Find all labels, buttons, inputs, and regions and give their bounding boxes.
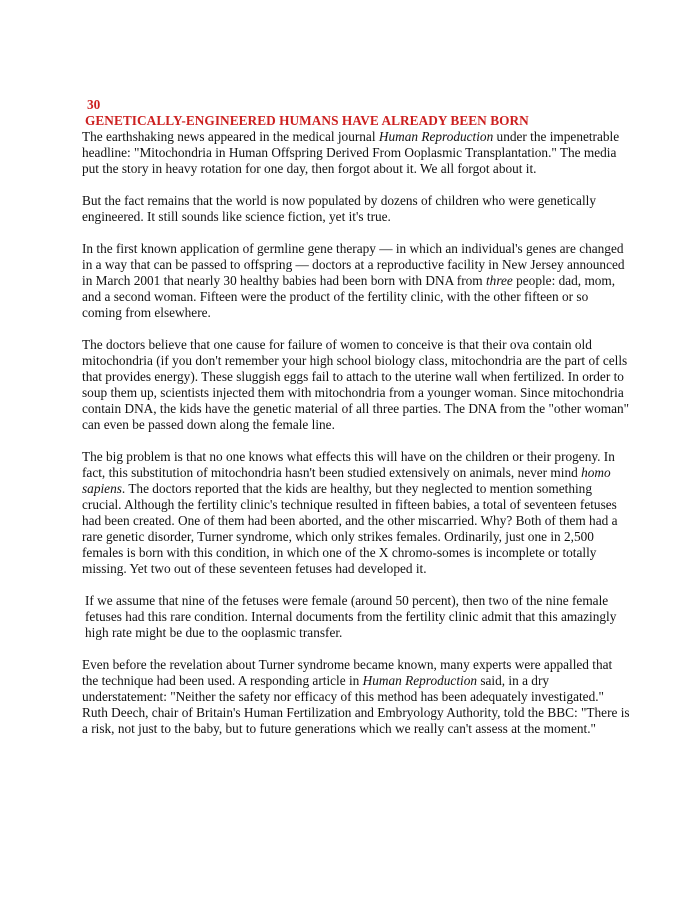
chapter-title: GENETICALLY-ENGINEERED HUMANS HAVE ALREADY BEEN BORN: [85, 113, 529, 128]
three-italic: three: [485, 273, 513, 288]
paragraph-5: [82, 449, 630, 577]
journal-name-italic: Human Reproduction: [362, 673, 478, 688]
document-page: [82, 97, 630, 737]
paragraph-6: If we assume that nine of the fetuses were female (around 50 percent), then two of the nine female fetuses had this rare condition. Internal documents from the fertility clinic admit that this amazingly high rate might be due to the ooplasmic transfer.: [85, 593, 617, 640]
homo-sapiens-italic: homo sapiens: [82, 465, 611, 496]
journal-name-italic: Human Reproduction: [378, 129, 494, 144]
paragraph-5-text-a: The big problem is that no one knows what effects this will have on the children or their progeny. In fact, this substitution of mitochondria hasn't been studied extensively on animals, never mind: [82, 449, 615, 480]
paragraph-7: [82, 657, 630, 737]
paragraph-2: But the fact remains that the world is now populated by dozens of children who were genetically engineered. It still sounds like science fiction, yet it's true.: [82, 193, 596, 224]
paragraph-4: The doctors believe that one cause for failure of women to conceive is that their ova contain old mitochondria (if you don't remember your high school biology class, mitochondria are the part of cells that provides energy). These sluggish eggs fail to attach to the uterine wall when fertilized. In order to soup them up, scientists injected them with mitochondria from a younger woman. Since mitochondria contain DNA, the kids have the genetic material of all three parties. The DNA from the "other woman" can even be passed down along the female line.: [82, 337, 630, 432]
paragraph-1-text-a: The earthshaking news appeared in the medical journal: [82, 129, 379, 144]
chapter-number: 30: [87, 97, 101, 112]
paragraph-3-text-b: people: dad, mom, and a second woman. Fifteen were the product of the fertility clinic, with the other fifteen or so coming from elsewhere.: [82, 273, 616, 320]
paragraph-3-text-a: In the first known application of germline gene therapy — in which an individual's genes are changed in a way that can be passed to offspring — doctors at a reproductive facility in New Jersey announced in March 2001 that nearly 30 healthy babies had been born with DNA from: [82, 241, 625, 288]
paragraph-1: [82, 129, 630, 177]
paragraph-7-text-b: said, in a dry understatement: "Neither the safety nor efficacy of this method has been adequately investigated." Ruth Deech, chair of Britain's Human Fertilization and Embryology Authority, told the BBC: "There is a risk, not just to the baby, but to future generations which we really can't assess at the moment.": [82, 673, 630, 736]
paragraph-3: [82, 241, 630, 321]
paragraph-1-text-b: under the impenetrable headline: "Mitochondria in Human Offspring Derived From Ooplasmic Transplantation." The media put the story in heavy rotation for one day, then forgot about it. We all forgot about it.: [82, 129, 620, 176]
paragraph-7-text-a: Even before the revelation about Turner syndrome became known, many experts were appalled that the technique had been used. A responding article in: [82, 657, 613, 688]
paragraph-5-text-b: . The doctors reported that the kids are healthy, but they neglected to mention something crucial. Although the fertility clinic's technique resulted in fifteen babies, a total of seventeen fetuses had been created. One of them had been aborted, and the other miscarried. Why? Both of them had a rare genetic disorder, Turner syndrome, which only strikes females. Ordinarily, just one in 2,500 females is born with this condition, in which one of the X chromo-somes is incomplete or totally missing. Yet two out of these seventeen fetuses had developed it.: [82, 481, 618, 576]
